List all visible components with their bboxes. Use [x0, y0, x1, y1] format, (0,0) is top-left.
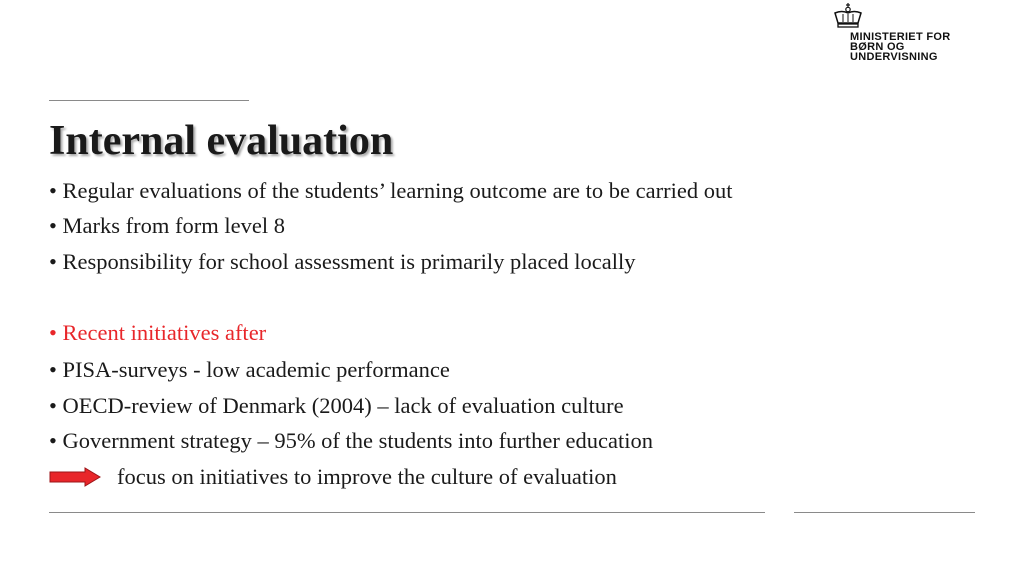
- highlight-recent-initiatives: • Recent initiatives after: [49, 320, 267, 345]
- conclusion-text: focus on initiatives to improve the culture of evaluation: [117, 464, 617, 489]
- bullet-marks: • Marks from form level 8: [49, 213, 285, 238]
- slide-title: Internal evaluation: [49, 118, 394, 164]
- ministry-logo: [832, 2, 1012, 66]
- bullet-government-strategy: • Government strategy – 95% of the students into further education: [49, 428, 653, 453]
- bottom-divider-right: [794, 512, 975, 513]
- bullet-regular-evaluations: • Regular evaluations of the students’ learning outcome are to be carried out: [49, 178, 733, 203]
- crown-icon: [832, 2, 864, 30]
- bullet-oecd: • OECD-review of Denmark (2004) – lack of evaluation culture: [49, 393, 624, 418]
- logo-line-3: UNDERVISNING: [850, 51, 938, 63]
- conclusion-row: [49, 461, 949, 493]
- logo-text: [850, 32, 950, 62]
- top-divider: [49, 100, 249, 101]
- bullet-pisa: • PISA-surveys - low academic performance: [49, 357, 450, 382]
- right-arrow-icon: [49, 467, 101, 487]
- bottom-divider-left: [49, 512, 765, 513]
- logo-line-1: MINISTERIET FOR: [850, 31, 951, 43]
- bullet-responsibility: • Responsibility for school assessment is primarily placed locally: [49, 249, 636, 274]
- logo-line-2: BØRN OG: [850, 41, 905, 53]
